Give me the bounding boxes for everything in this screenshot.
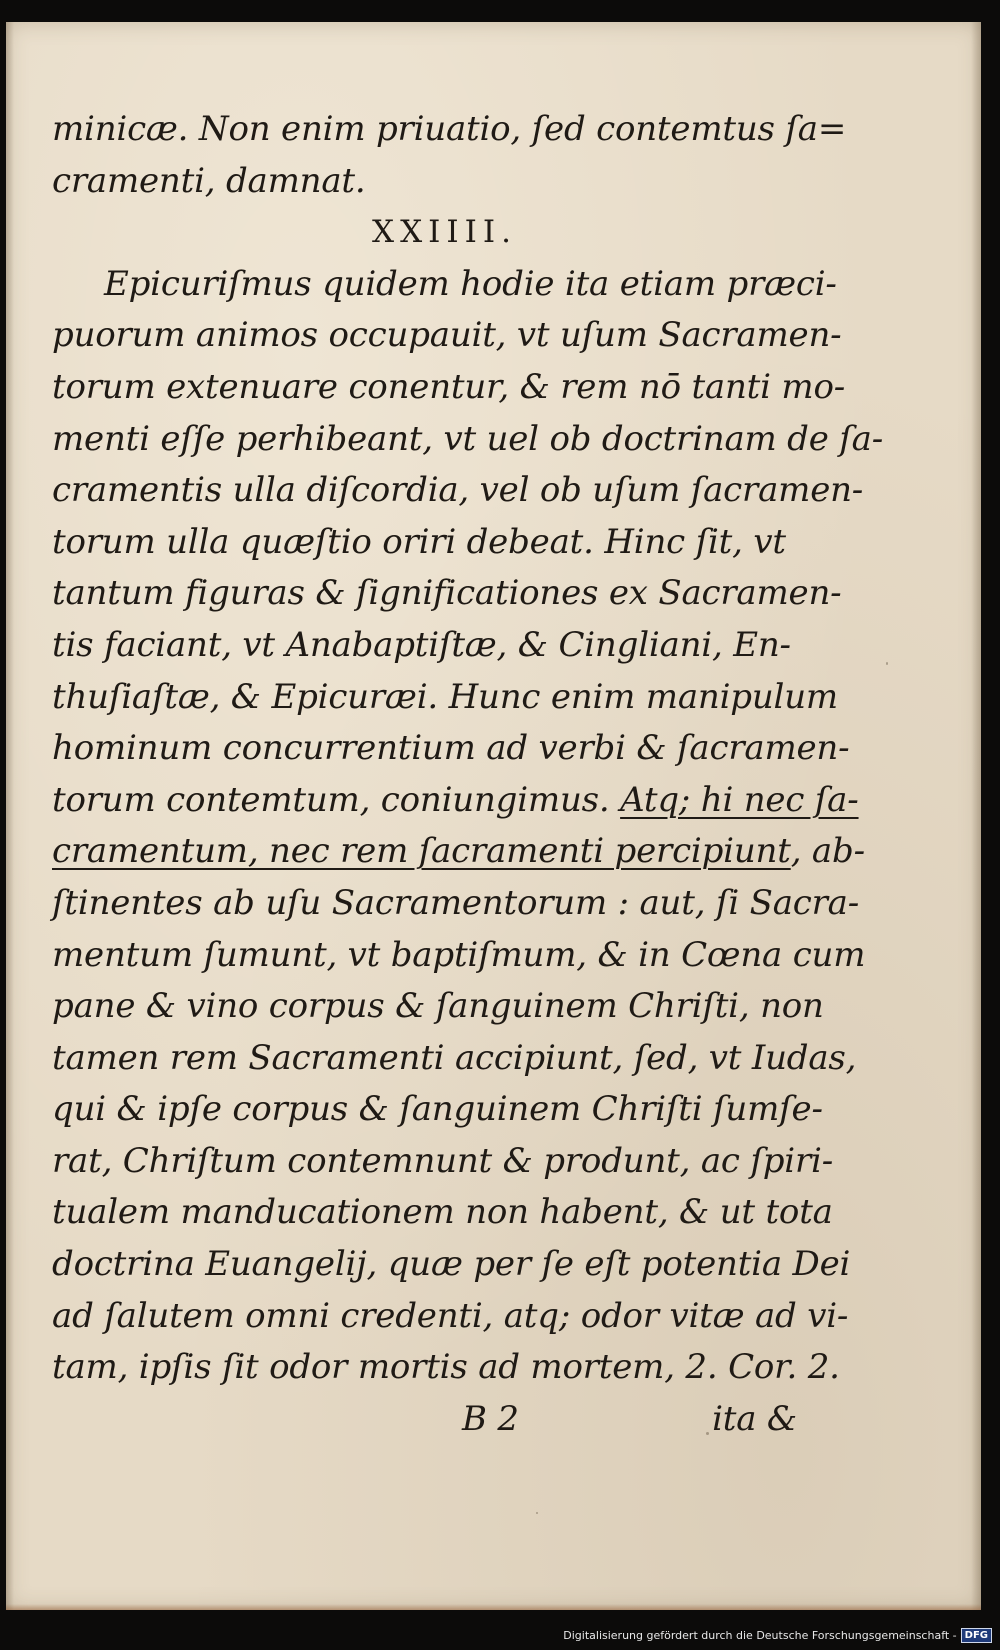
text-line: torum ulla quæſtio oriri debeat. Hinc ſit, vt [52, 521, 786, 562]
text-line: pane & vino corpus & ſanguinem Chriſti, non [52, 986, 824, 1027]
text-line: minicæ. Non enim priuatio, ſed contemtus ſa= [52, 109, 847, 149]
text-line [52, 826, 865, 878]
text-line: cramenti, damnat. [52, 160, 366, 201]
text-line: tamen rem Sacramenti accipiunt, ſed, vt Iudas, [52, 1037, 857, 1078]
text-line: ſtinentes ab uſu Sacramentorum : aut, ſi Sacra- [52, 882, 860, 923]
paper-fleck [886, 662, 888, 665]
text-line: torum extenuare conentur, & rem nō tanti mo- [52, 366, 846, 407]
page-text [52, 104, 884, 1445]
underlined-passage: cramentum, nec rem ſacramenti percipiunt [52, 831, 791, 872]
text-line: hominum concurrentium ad verbi & ſacramen- [52, 728, 850, 769]
paper-fleck [536, 1512, 538, 1514]
page-right-shadow [971, 22, 981, 1610]
text-line: mentum ſumunt, vt baptiſmum, & in Cœna cum [52, 934, 866, 975]
text-line: tam, ipſis ſit odor mortis ad mortem, 2. Cor. 2. [52, 1347, 840, 1388]
page-bottom-edge [6, 1604, 981, 1610]
text-line: doctrina Euangelij, quæ per ſe eſt potentia Dei [52, 1244, 851, 1285]
page-left-shadow [6, 22, 14, 1610]
text-line: qui & ipſe corpus & ſanguinem Chriſti ſumſe- [52, 1089, 823, 1130]
signature-mark: B 2 [462, 1398, 519, 1439]
text-line: tantum figuras & ſignificationes ex Sacramen- [52, 573, 842, 614]
text-segment: , ab- [790, 831, 865, 872]
text-line: puorum animos occupauit, vt uſum Sacramen- [52, 315, 842, 356]
text-line: thuſiaſtæ, & Epicuræi. Hunc enim manipulum [52, 676, 838, 717]
text-line: cramentis ulla diſcordia, vel ob uſum ſacramen- [52, 470, 864, 511]
book-page [6, 22, 981, 1610]
catchword: ita & [712, 1398, 797, 1439]
text-line: tis faciant, vt Anabaptiſtæ, & Cingliani, En- [52, 624, 791, 665]
text-line: tualem manducationem non habent, & ut tota [52, 1192, 833, 1233]
section-heading: XXIIII. [372, 214, 517, 251]
text-line [52, 775, 859, 827]
text-line: rat, Chriſtum contemnunt & produnt, ac ſpiri- [52, 1140, 833, 1181]
text-line: Epicuriſmus quidem hodie ita etiam præci- [104, 263, 837, 304]
text-line: menti eſſe perhibeant, vt uel ob doctrinam de ſa- [52, 418, 884, 459]
dfg-logo: DFG [961, 1628, 992, 1643]
page-footer [52, 1394, 797, 1446]
funding-credit [563, 1628, 992, 1643]
funding-text: Digitalisierung gefördert durch die Deutsche Forschungsgemeinschaft - [563, 1629, 957, 1642]
underlined-passage: Atq; hi nec ſa- [620, 779, 859, 820]
text-line: ad ſalutem omni credenti, atq; odor vitæ ad vi- [52, 1295, 849, 1336]
text-segment: torum contemtum, coniungimus. [52, 779, 610, 820]
